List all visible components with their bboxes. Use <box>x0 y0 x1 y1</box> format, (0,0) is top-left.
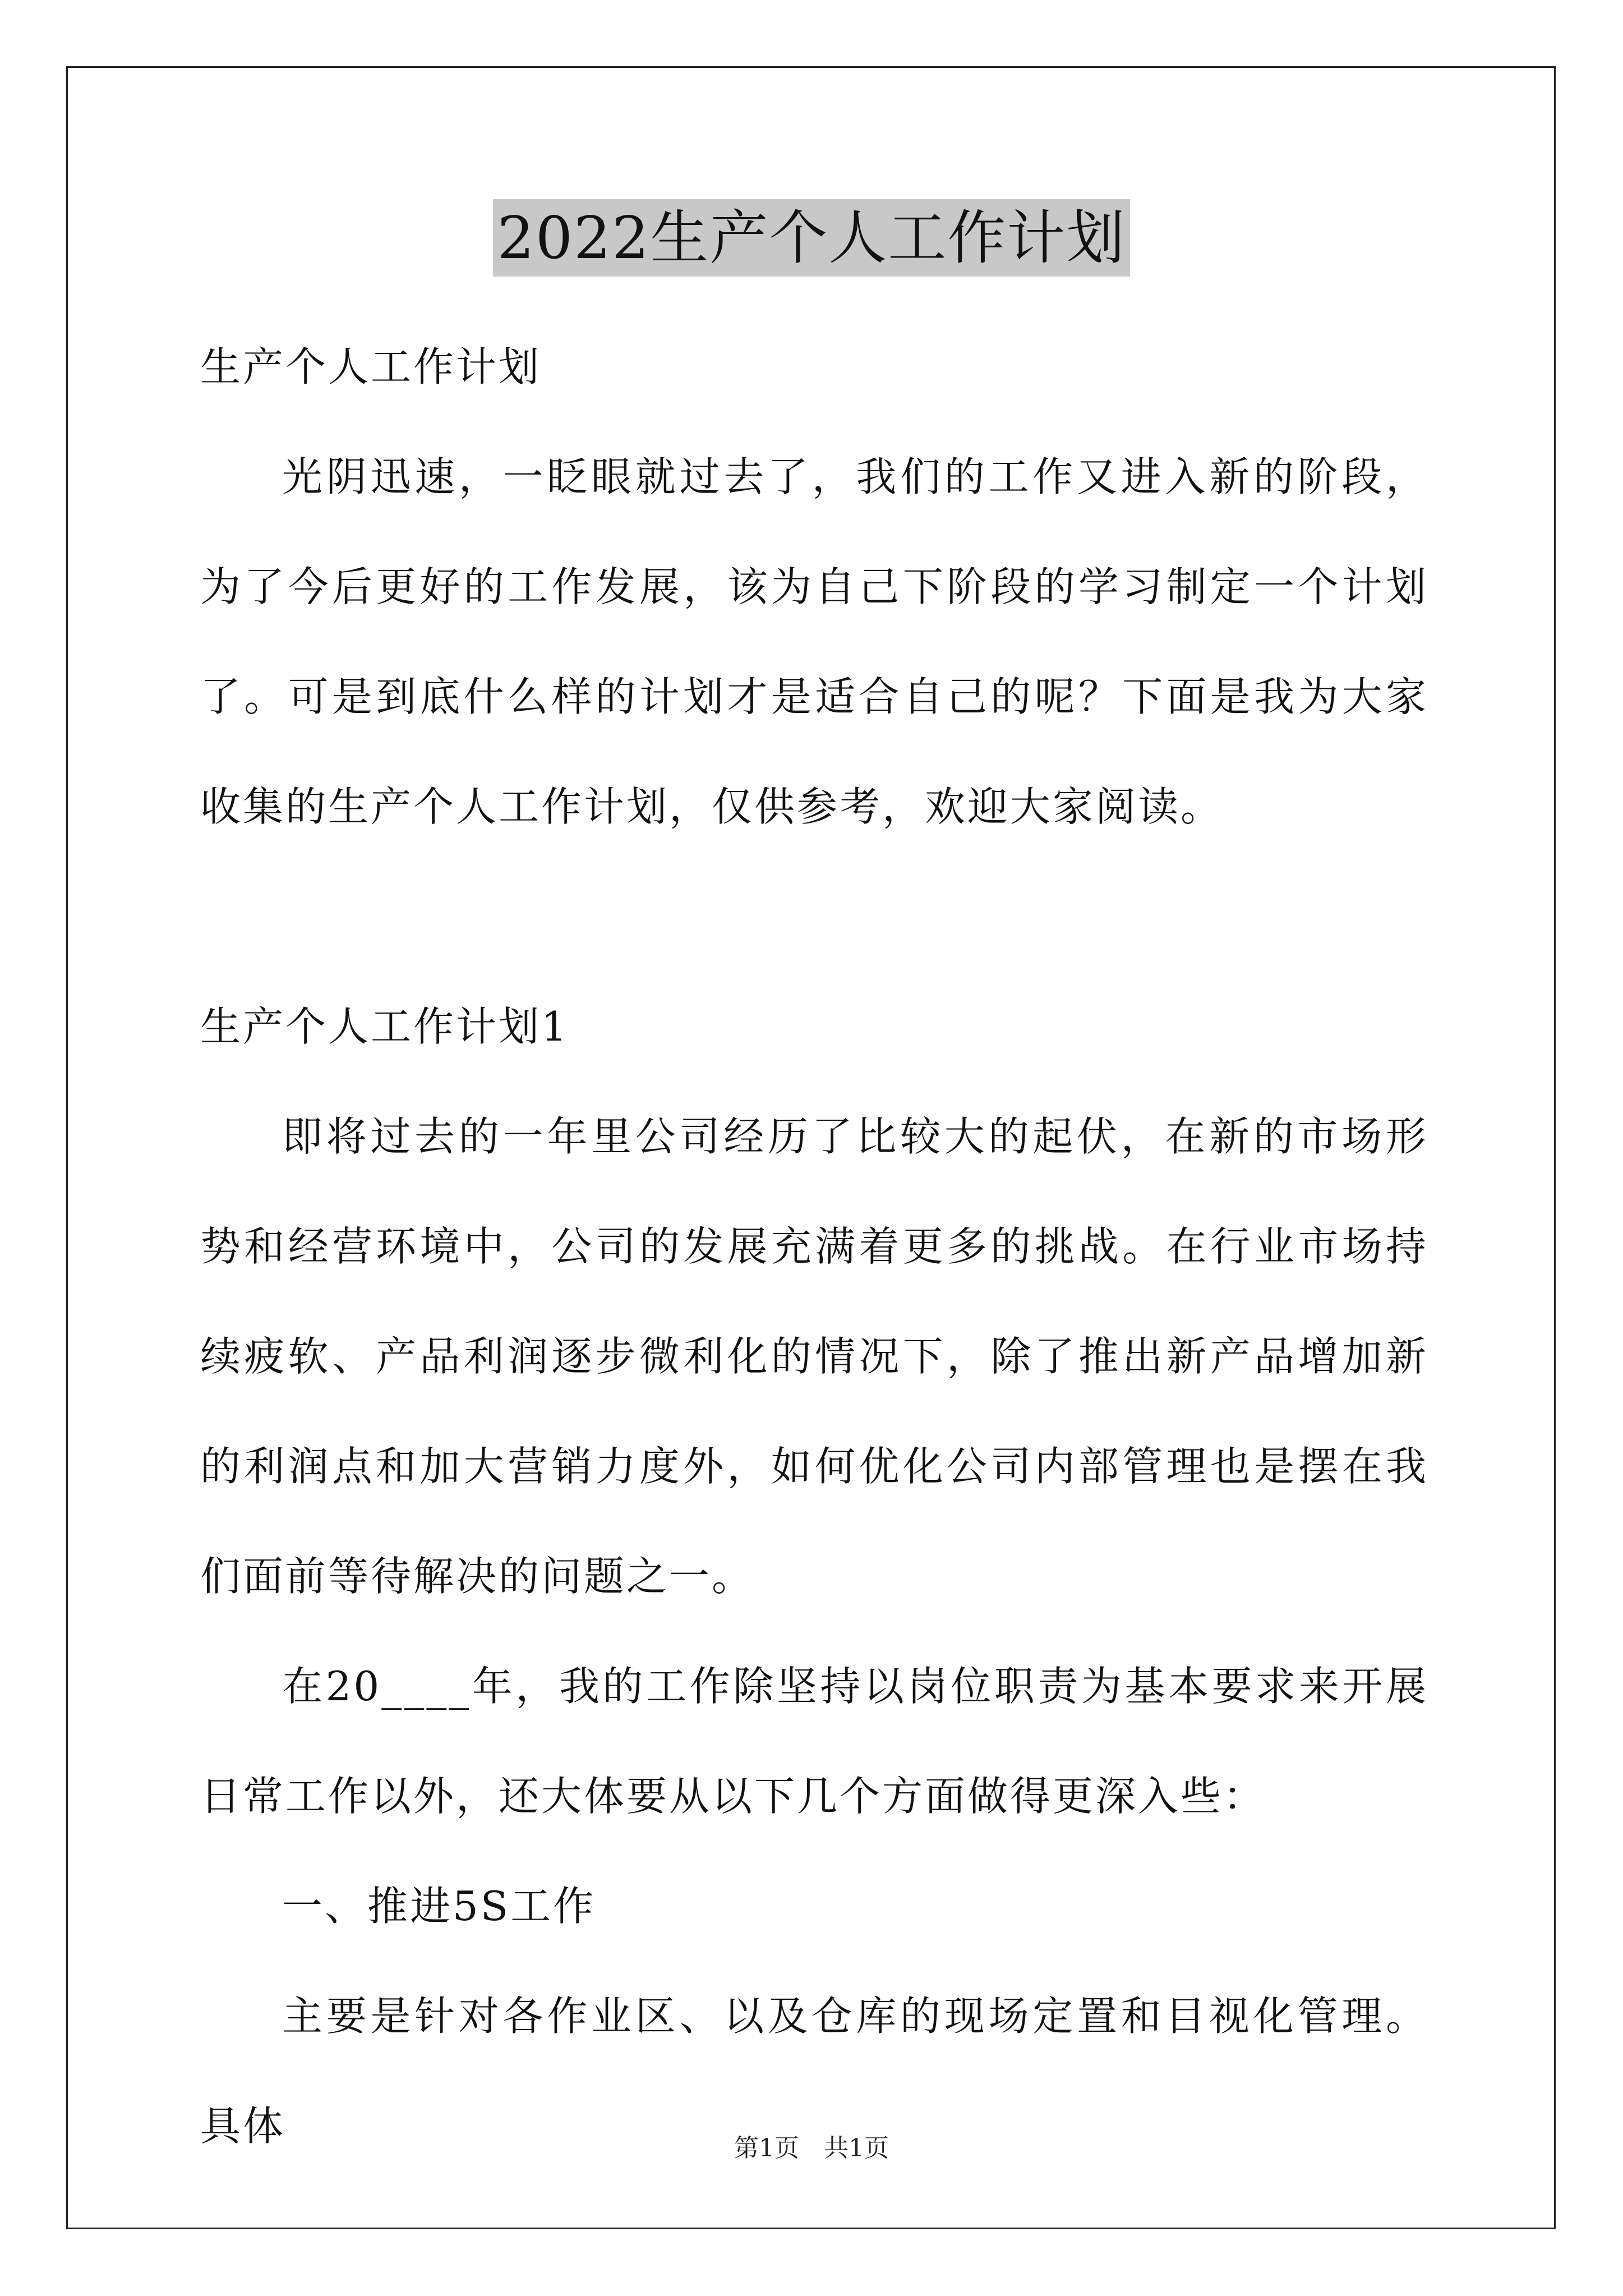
document-subtitle: 生产个人工作计划 <box>200 343 542 390</box>
blank-line <box>200 862 1428 972</box>
section-paragraph-1: 即将过去的一年里公司经历了比较大的起伏，在新的市场形势和经营环境中，公司的发展充满着更多的挑战。在行业市场持续疲软、产品利润逐步微利化的情况下，除了推出新产品增加新的利润点和加大营销力度外，如何优化公司内部管理也是摆在我们面前等待解决的问题之一。 <box>200 1113 1428 1600</box>
section-paragraph-3: 主要是针对各作业区、以及仓库的现场定置和目视化管理。具体 <box>200 1993 1428 2150</box>
document-body <box>200 312 1428 2181</box>
section-paragraph-2: 在20____年，我的工作除坚持以岗位职责为基本要求来开展日常工作以外，还大体要从以下几个方面做得更深入些： <box>200 1663 1428 1820</box>
subsection-heading: 一、推进5S工作 <box>282 1883 596 1930</box>
section-heading: 生产个人工作计划1 <box>200 1003 569 1050</box>
title-container <box>0 199 1623 277</box>
page-number: 第1页 共1页 <box>734 2134 889 2162</box>
intro-paragraph: 光阴迅速，一眨眼就过去了，我们的工作又进入新的阶段，为了今后更好的工作发展，该为自己下阶段的学习制定一个计划了。可是到底什么样的计划才是适合自己的呢？下面是我为大家收集的生产个人工作计划，仅供参考，欢迎大家阅读。 <box>200 453 1428 830</box>
page-footer <box>0 2132 1623 2165</box>
document-title: 2022生产个人工作计划 <box>493 199 1131 277</box>
